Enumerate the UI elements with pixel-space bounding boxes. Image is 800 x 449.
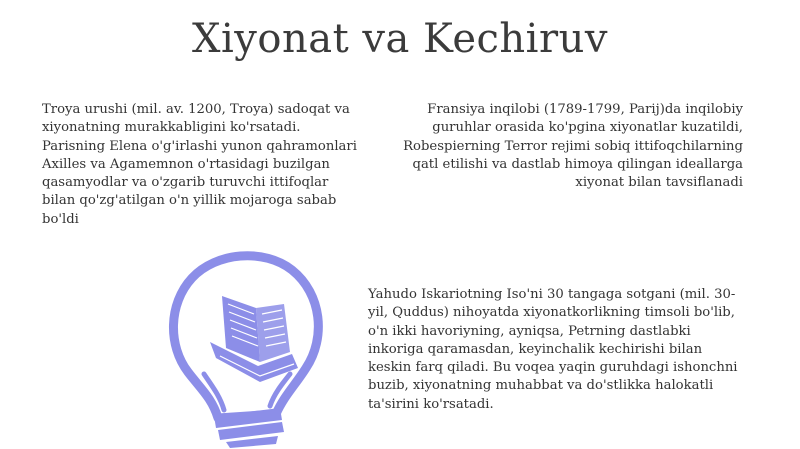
lightbulb-with-book-icon [160, 248, 324, 448]
paragraph-french-revolution: Fransiya inqilobi (1789-1799, Parij)da inqilobiy guruhlar orasida ko'pgina xiyonatlar kuzatildi, Robespierning Terror rejimi sobiq ittifoqchilarning qatl etilishi va dastlab himoya qilingan ideallarga xiyonat bilan tavsiflanadi [403, 102, 743, 191]
paragraph-judas: Yahudo Iskariotning Iso'ni 30 tangaga sotgani (mil. 30-yil, Quddus) nihoyatda xiyonatkorlikning timsoli bo'lib, o'n ikki havoriyning, ayniqsa, Petrning dastlabki inkoriga qaramasdan, keyinchalik kechirishi bilan keskin farq qiladi. Bu voqea yaqin guruhdagi ishonchni buzib, xiyonatning muhabbat va do'stlikka halokatli ta'sirini ko'rsatadi. [368, 287, 738, 412]
paragraph-troy-war: Troya urushi (mil. av. 1200, Troya) sadoqat va xiyonatning murakkabligini ko'rsatadi. Parisning Elena o'g'irlashi yunon qahramonlari Axilles va Agamemnon o'rtasidagi buzilgan qasamyodlar va o'zgarib turuvchi ittifoqlar bilan qo'zg'atilgan o'n yillik mojaroga sabab bo'ldi [42, 102, 357, 227]
slide-title: Xiyonat va Kechiruv [192, 16, 608, 62]
